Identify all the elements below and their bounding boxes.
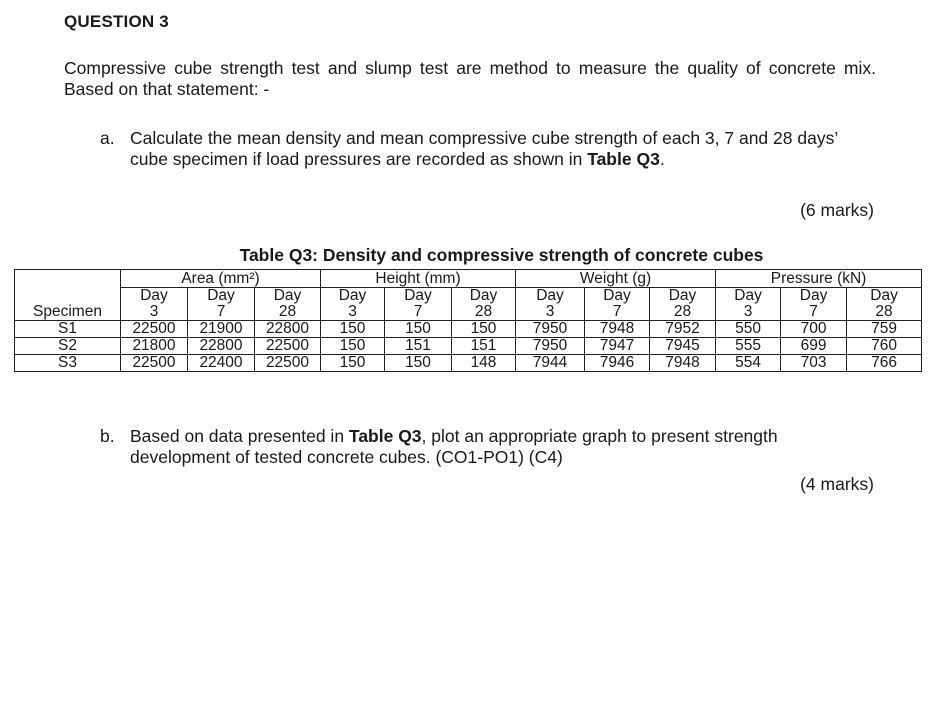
- value-cell: 22500: [121, 321, 188, 338]
- day-header: [452, 288, 516, 321]
- value-cell: 22800: [255, 321, 321, 338]
- day-number: 28: [875, 303, 893, 320]
- day-number: 28: [474, 303, 493, 320]
- day-number: 3: [743, 303, 753, 320]
- value-cell: 151: [385, 338, 452, 355]
- value-cell: 151: [452, 338, 516, 355]
- value-cell: 22500: [255, 338, 321, 355]
- day-word: Day: [469, 287, 498, 304]
- day-number: 7: [413, 303, 423, 320]
- table-row: [15, 321, 922, 338]
- value-cell: 7948: [650, 355, 716, 372]
- part-b: [100, 426, 876, 468]
- table-row: [15, 355, 922, 372]
- value-cell: 150: [321, 355, 385, 372]
- day-word: Day: [799, 287, 828, 304]
- day-number: 28: [673, 303, 692, 320]
- part-a: [100, 128, 876, 170]
- part-a-marks: (6 marks): [800, 200, 874, 220]
- value-cell: 21800: [121, 338, 188, 355]
- group-header-pressure: Pressure (kN): [716, 270, 922, 288]
- day-header: [188, 288, 255, 321]
- day-header: [321, 288, 385, 321]
- day-word: Day: [273, 287, 302, 304]
- table-title: Table Q3: Density and compressive strength of concrete cubes: [239, 245, 764, 265]
- day-header: [650, 288, 716, 321]
- day-header: [516, 288, 585, 321]
- day-header: [255, 288, 321, 321]
- day-word: Day: [536, 287, 564, 304]
- part-b-marks: (4 marks): [800, 474, 874, 494]
- specimen-cell: S2: [15, 338, 121, 355]
- value-cell: 703: [781, 355, 847, 372]
- value-cell: 7945: [650, 338, 716, 355]
- day-number: 28: [278, 303, 297, 320]
- day-word: Day: [734, 287, 762, 304]
- value-cell: 150: [452, 321, 516, 338]
- group-header-weight: Weight (g): [516, 270, 716, 288]
- day-word: Day: [870, 287, 898, 304]
- part-a-label: a.: [100, 128, 115, 148]
- part-b-text: Based on data presented in Table Q3, plot an appropriate graph to present strength development of tested concrete cubes. (CO1-PO1) (C4): [130, 426, 778, 467]
- day-word: Day: [603, 287, 631, 304]
- value-cell: 759: [847, 321, 922, 338]
- value-cell: 22500: [121, 355, 188, 372]
- value-cell: 7952: [650, 321, 716, 338]
- day-header: [716, 288, 781, 321]
- value-cell: 700: [781, 321, 847, 338]
- value-cell: 7944: [516, 355, 585, 372]
- value-cell: 22400: [188, 355, 255, 372]
- day-word: Day: [404, 287, 432, 304]
- value-cell: 7946: [585, 355, 650, 372]
- specimen-header: Specimen: [15, 270, 121, 321]
- day-word: Day: [668, 287, 697, 304]
- value-cell: 22500: [255, 355, 321, 372]
- day-number: 7: [612, 303, 622, 320]
- day-header: [847, 288, 922, 321]
- value-cell: 7947: [585, 338, 650, 355]
- value-cell: 7950: [516, 321, 585, 338]
- value-cell: 699: [781, 338, 847, 355]
- table-row: [15, 338, 922, 355]
- value-cell: 555: [716, 338, 781, 355]
- group-header-height: Height (mm): [321, 270, 516, 288]
- group-header-area: Area (mm²): [121, 270, 321, 288]
- specimen-cell: S3: [15, 355, 121, 372]
- day-word: Day: [140, 287, 168, 304]
- value-cell: 150: [385, 321, 452, 338]
- data-table: [14, 269, 922, 372]
- question-intro: Compressive cube strength test and slump test are method to measure the quality of concrete mix. Based on that statement: -: [64, 58, 876, 99]
- day-header: [781, 288, 847, 321]
- value-cell: 550: [716, 321, 781, 338]
- value-cell: 150: [321, 321, 385, 338]
- part-a-text: Calculate the mean density and mean compressive cube strength of each 3, 7 and 28 days’ cube specimen if load pressures are recorded as shown in Table Q3.: [130, 128, 838, 169]
- day-number: 3: [545, 303, 555, 320]
- question-heading: QUESTION 3: [64, 12, 169, 31]
- value-cell: 22800: [188, 338, 255, 355]
- day-number: 3: [149, 303, 159, 320]
- specimen-cell: S1: [15, 321, 121, 338]
- part-b-label: b.: [100, 426, 115, 446]
- value-cell: 21900: [188, 321, 255, 338]
- day-header: [385, 288, 452, 321]
- value-cell: 7948: [585, 321, 650, 338]
- value-cell: 150: [385, 355, 452, 372]
- value-cell: 148: [452, 355, 516, 372]
- day-word: Day: [207, 287, 235, 304]
- day-header: [121, 288, 188, 321]
- value-cell: 150: [321, 338, 385, 355]
- value-cell: 554: [716, 355, 781, 372]
- value-cell: 766: [847, 355, 922, 372]
- day-number: 7: [809, 303, 818, 320]
- day-number: 3: [348, 303, 357, 320]
- value-cell: 760: [847, 338, 922, 355]
- day-word: Day: [338, 287, 367, 304]
- value-cell: 7950: [516, 338, 585, 355]
- day-header: [585, 288, 650, 321]
- day-number: 7: [216, 303, 226, 320]
